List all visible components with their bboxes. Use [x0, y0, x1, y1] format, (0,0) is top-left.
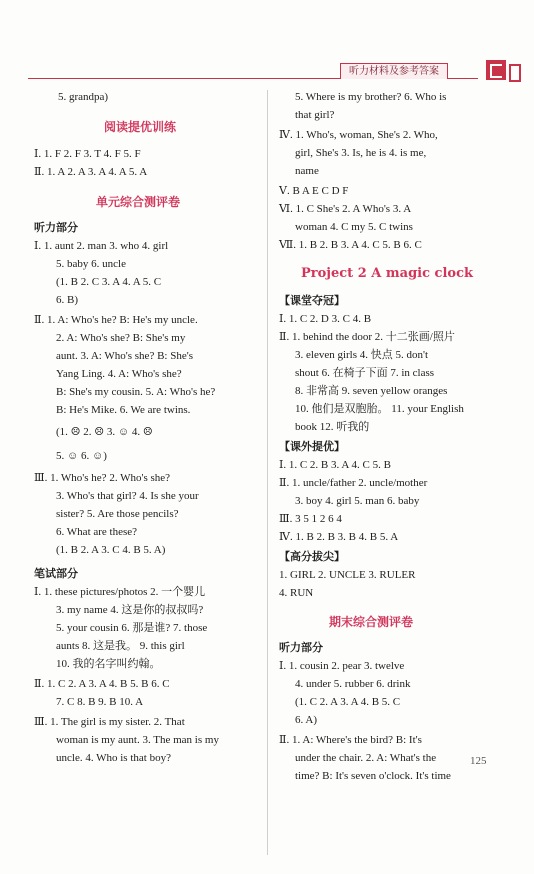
section-title: 期末综合测评卷: [329, 615, 414, 629]
header-bracket-icon: [509, 64, 521, 82]
answer-line: sister? 5. Are those pencils?: [56, 508, 179, 520]
answer-line: (1. B 2. C 3. A 4. A 5. C: [56, 276, 162, 288]
subsection-title: 【高分拔尖】: [279, 550, 345, 563]
page-number: 125: [470, 755, 487, 767]
answer-line: (1. C 2. A 3. A 4. B 5. C: [295, 696, 401, 708]
answer-line: 10. 我的名字叫约翰。: [56, 658, 161, 670]
answer-line: Ⅱ. 1. uncle/father 2. uncle/mother: [279, 477, 428, 489]
answer-line: Ⅶ. 1. B 2. B 3. A 4. C 5. B 6. C: [279, 239, 422, 251]
answer-line: 5. Where is my brother? 6. Who is: [295, 91, 447, 103]
answer-line: Ⅲ. 3 5 1 2 6 4: [279, 513, 342, 525]
answer-line: 5. your cousin 6. 那是谁? 7. those: [56, 622, 208, 634]
answer-line: aunts 8. 这是我。 9. this girl: [56, 640, 185, 652]
answer-line: 8. 非常高 9. seven yellow oranges: [295, 385, 448, 397]
subsection-title: 【课外提优】: [279, 440, 345, 453]
answer-line: Ⅳ. 1. B 2. B 3. B 4. B 5. A: [279, 531, 399, 543]
answer-line: woman is my aunt. 3. The man is my: [56, 734, 219, 746]
answer-line: Ⅲ. 1. Who's he? 2. Who's she?: [34, 472, 171, 484]
subsection-title: 笔试部分: [34, 567, 78, 580]
answer-line: book 12. 听我的: [295, 421, 370, 433]
answer-line: Ⅰ. 1. these pictures/photos 2. 一个婴儿: [34, 586, 206, 598]
answer-line: shout 6. 在椅子下面 7. in class: [295, 367, 435, 379]
header-corner-icon: [486, 60, 506, 80]
answer-line: Ⅰ. 1. C 2. D 3. C 4. B: [279, 313, 372, 325]
answer-line: Ⅱ. 1. behind the door 2. 十二张画/照片: [279, 331, 455, 343]
answer-line: 5. baby 6. uncle: [56, 258, 126, 270]
answer-line: Ⅵ. 1. C She's 2. A Who's 3. A: [279, 203, 412, 215]
answer-line: under the chair. 2. A: What's the: [295, 752, 437, 764]
answer-line: woman 4. C my 5. C twins: [295, 221, 413, 233]
answer-line: Ⅱ. 1. A: Where's the bird? B: It's: [279, 734, 422, 746]
answer-line: 1. GIRL 2. UNCLE 3. RULER: [279, 569, 416, 581]
answer-line: 3. boy 4. girl 5. man 6. baby: [295, 495, 420, 507]
answer-line: (1. B 2. A 3. C 4. B 5. A): [56, 544, 166, 556]
answer-line: Ⅱ. 1. A: Who's he? B: He's my uncle.: [34, 314, 198, 326]
answer-line: 4. under 5. rubber 6. drink: [295, 678, 411, 690]
answer-line: Ⅰ. 1. C 2. B 3. A 4. C 5. B: [279, 459, 391, 471]
answer-line: Ⅴ. B A E C D F: [279, 185, 349, 197]
header-tab-label: 听力材料及参考答案: [340, 63, 448, 79]
section-title: 阅读提优训练: [104, 120, 177, 134]
answer-line: Ⅱ. 1. A 2. A 3. A 4. A 5. A: [34, 166, 148, 178]
answer-line: Ⅰ. 1. cousin 2. pear 3. twelve: [279, 660, 405, 672]
answer-line: girl, She's 3. Is, he is 4. is me,: [295, 147, 427, 159]
answer-line: (1. ☹ 2. ☹ 3. ☺ 4. ☹: [56, 426, 153, 438]
column-divider: [267, 90, 268, 855]
answer-line: Ⅱ. 1. C 2. A 3. A 4. B 5. B 6. C: [34, 678, 170, 690]
answer-line: B: He's Mike. 6. We are twins.: [56, 404, 191, 416]
answer-line: 3. my name 4. 这是你的叔叔吗?: [56, 604, 204, 616]
answer-line: 3. Who's that girl? 4. Is she your: [56, 490, 199, 502]
section-title: Project 2 A magic clock: [301, 266, 473, 281]
subsection-title: 听力部分: [279, 641, 323, 654]
subsection-title: 【课堂夺冠】: [279, 294, 345, 307]
answer-line: 3. eleven girls 4. 快点 5. don't: [295, 349, 429, 361]
answer-line: name: [295, 165, 319, 177]
answer-line: aunt. 3. A: Who's she? B: She's: [56, 350, 193, 362]
answer-line: 5. ☺ 6. ☺): [56, 450, 107, 462]
answer-line: 6. What are these?: [56, 526, 138, 538]
answer-line: 6. B): [56, 294, 78, 306]
answer-line: uncle. 4. Who is that boy?: [56, 752, 171, 764]
answer-line: Ⅳ. 1. Who's, woman, She's 2. Who,: [279, 129, 438, 141]
section-title: 单元综合测评卷: [96, 195, 181, 209]
subsection-title: 听力部分: [34, 221, 78, 234]
answer-line: 10. 他们是双胞胎。 11. your English: [295, 403, 464, 415]
answer-line: 7. C 8. B 9. B 10. A: [56, 696, 144, 708]
answer-line: 5. grandpa): [58, 91, 109, 103]
answer-line: that girl?: [295, 109, 335, 121]
answer-line: Ⅲ. 1. The girl is my sister. 2. That: [34, 716, 185, 728]
answer-line: 2. A: Who's she? B: She's my: [56, 332, 186, 344]
answer-line: Ⅰ. 1. F 2. F 3. T 4. F 5. F: [34, 148, 141, 160]
answer-line: Yang Ling. 4. A: Who's she?: [56, 368, 182, 380]
answer-line: 6. A): [295, 714, 317, 726]
answer-line: B: She's my cousin. 5. A: Who's he?: [56, 386, 216, 398]
answer-line: 4. RUN: [279, 587, 314, 599]
answer-line: time? B: It's seven o'clock. It's time: [295, 770, 451, 782]
answer-line: Ⅰ. 1. aunt 2. man 3. who 4. girl: [34, 240, 169, 252]
